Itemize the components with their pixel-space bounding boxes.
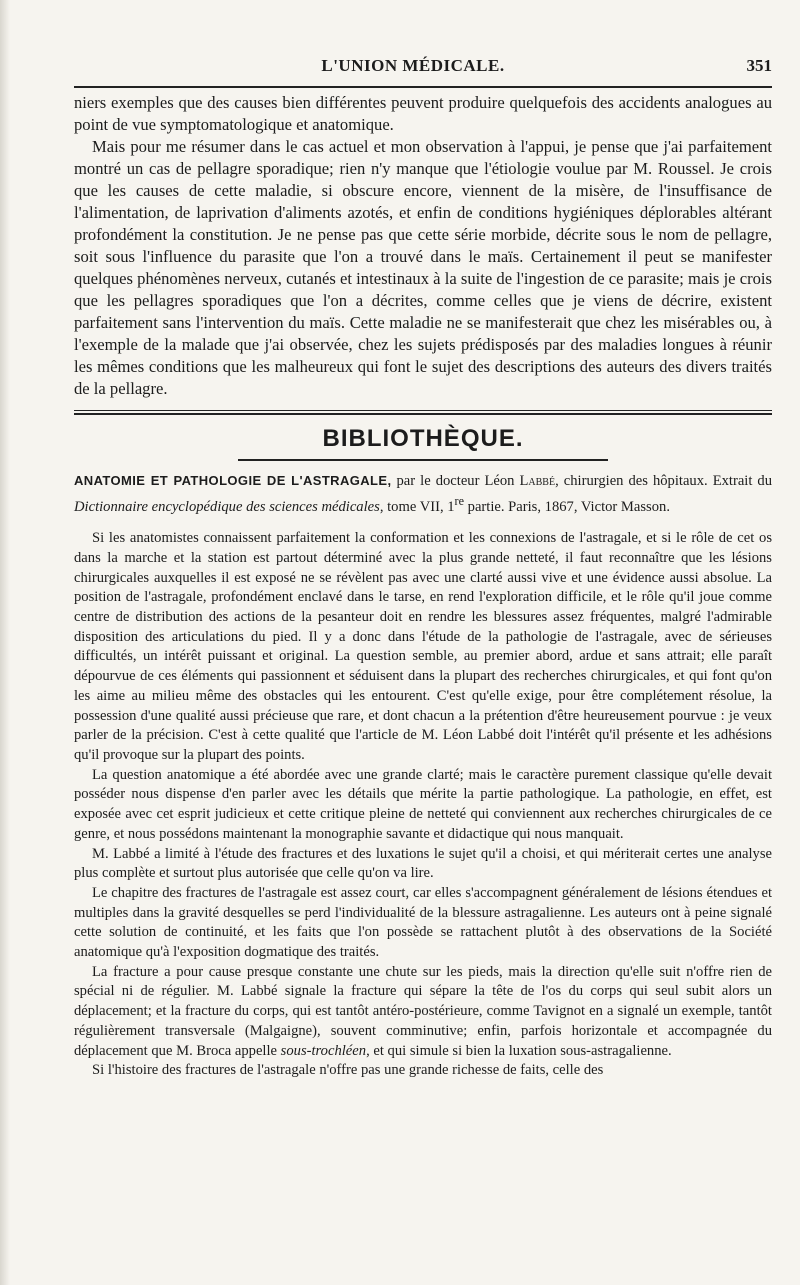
reference-title: ANATOMIE ET PATHOLOGIE DE L'ASTRAGALE, bbox=[74, 473, 392, 488]
page-edge-shadow bbox=[0, 0, 10, 1285]
continuation-paragraph-1: niers exemples que des causes bien différentes peuvent produire quelquefois des accidents analogues au point de vue symptomatologique et anatomique. bbox=[74, 93, 772, 134]
running-head bbox=[74, 40, 772, 75]
reference-after-source: , tome VII, 1 bbox=[379, 498, 455, 515]
bibliographic-reference bbox=[74, 471, 772, 517]
journal-title: L'UNION MÉDICALE. bbox=[321, 56, 505, 75]
reference-tail: partie. Paris, 1867, Victor Masson. bbox=[464, 498, 670, 515]
review-paragraph-4: Le chapitre des fractures de l'astragale est assez court, car elles s'accompagnent généralement de lésions étendues et multiples dans la gravité desquelles se perd l'individualité de la blessure astragalienne. Les auteurs ont à peine signalé cette solution de continuité, et les faits que l'on possède se rattachent plutôt à des observations de la Société anatomique qu'à l'exposition dogmatique des traités. bbox=[74, 884, 772, 961]
book-review bbox=[74, 471, 772, 1081]
article-continuation bbox=[74, 92, 772, 400]
review-paragraph-6: Si l'histoire des fractures de l'astragale n'offre pas une grande richesse de faits, celle des bbox=[92, 1062, 604, 1079]
review-paragraph-3: M. Labbé a limité à l'étude des fractures et des luxations le sujet qu'il a choisi, et qui mériterait certes une analyse plus complète et surtout plus autorisée que celle qu'on va lire. bbox=[74, 845, 772, 882]
reference-superscript: re bbox=[454, 493, 464, 508]
reference-after-author: , chirurgien des hôpitaux. Extrait du bbox=[555, 473, 773, 489]
review-paragraph-5 bbox=[74, 963, 772, 1062]
review-paragraph-2: La question anatomique a été abordée avec une grande clarté; mais le caractère purement classique qu'elle devait posséder nous dispense d'en parler avec les détails que mérite la partie pathologique. La pathologie, en effet, est exposée avec cet esprit judicieux et cette critique pleine de netteté qui conviennent aux recherches chirurgicales de ce genre, et nous possédons maintenant la monographie savante et didactique qui nous manquait. bbox=[74, 766, 772, 842]
reference-source: Dictionnaire encyclopédique des sciences médicales bbox=[74, 498, 380, 515]
p5-before: La fracture a pour cause presque constante une chute sur les pieds, mais la direction qu'elle suit n'offre rien de spécial ni de régulier. M. Labbé signale la fracture qui sépare la tête de l'os du corps qui seul subit alors un déplacement; et la fracture du corps, qui est tantôt antéro-postérieure, comme Tavignot en a signalé un exemple, tantôt régulièrement transversale (Malgaigne), souvent comminutive; enfin, parfois horizontale et accompagnée du déplacement que M. Broca appelle bbox=[74, 963, 772, 1059]
header-rule bbox=[74, 86, 772, 88]
page-number: 351 bbox=[746, 56, 772, 75]
reference-author-prefix: par le docteur Léon bbox=[391, 473, 520, 489]
p5-italic-term: sous-trochléen bbox=[280, 1042, 367, 1059]
reference-author-surname: Labbé bbox=[519, 473, 556, 489]
review-paragraph-1: Si les anatomistes connaissent parfaitement la conformation et les connexions de l'astragale, et si le rôle de cet os dans la marche et la station est partout déterminé avec la plus grande netteté, il faut reconnaître que les lésions chirurgicales auxquelles il est exposé ne se révèlent pas avec une clarté aussi vive et une évidence aussi absolue. La position de l'astragale, profondément enclavé dans le tarse, en rend l'exploration difficile, et le rôle qu'il joue comme centre de distribution des actions de la pesanteur doit en rendre les blessures assez fréquentes, malgré l'admirable disposition des articulations du pied. Il y a donc dans l'étude de la pathologie de l'astragale, avec de sérieuses difficultés, un intérêt puissant et original. La question semble, au premier abord, ardue et sans attrait; elle paraît dépourvue de ces éléments qui passionnent et séduisent dans la plupart des recherches chirurgicales, et qui font qu'on les aime au milieu même des obstacles qui les entourent. C'est qu'elle exige, pour être complétement résolue, la possession d'une qualité aussi précieuse que rare, et dont chacun a la prétention d'être heureusement pourvue : je veux parler de la précision. C'est à cette qualité que l'article de M. Léon Labbé doit l'intérêt qu'il présente et les adhésions qu'il provoque sur la plupart des points. bbox=[74, 530, 772, 763]
section-title: BIBLIOTHÈQUE. bbox=[322, 425, 524, 452]
section-divider bbox=[74, 410, 772, 415]
title-rule bbox=[238, 459, 608, 461]
p5-after: , et qui simule si bien la luxation sous-astragalienne. bbox=[366, 1042, 672, 1059]
continuation-paragraph-2: Mais pour me résumer dans le cas actuel et mon observation à l'appui, je pense que j'ai parfaitement montré un cas de pellagre sporadique; rien n'y manque que l'étiologie voulue par M. Roussel. Je crois que les causes de cette maladie, si obscure encore, viennent de la misère, de l'insuffisance de l'alimentation, de laprivation d'aliments azotés, et enfin de conditions hygiéniques déplorables altérant profondément la constitution. Je ne pense pas que cette série morbide, décrite sous le nom de pellagre, soit sous l'influence du parasite que l'on a trouvé dans le maïs. Certainement il peut se manifester quelques phénomènes nerveux, cutanés et intestinaux à la suite de l'ingestion de ce parasite; mais je crois que les pellagres sporadiques que l'on a décrites, comme celles que je viens de décrire, existent parfaitement sans l'intervention du maïs. Cette maladie ne se manifesterait que chez les misérables ou, à l'exemple de la malade que j'ai observée, chez les sujets prédisposés par des maladies longues à réunir les mêmes conditions que les malheureux qui font le sujet des descriptions des auteurs des divers traités de la pellagre. bbox=[74, 137, 772, 398]
